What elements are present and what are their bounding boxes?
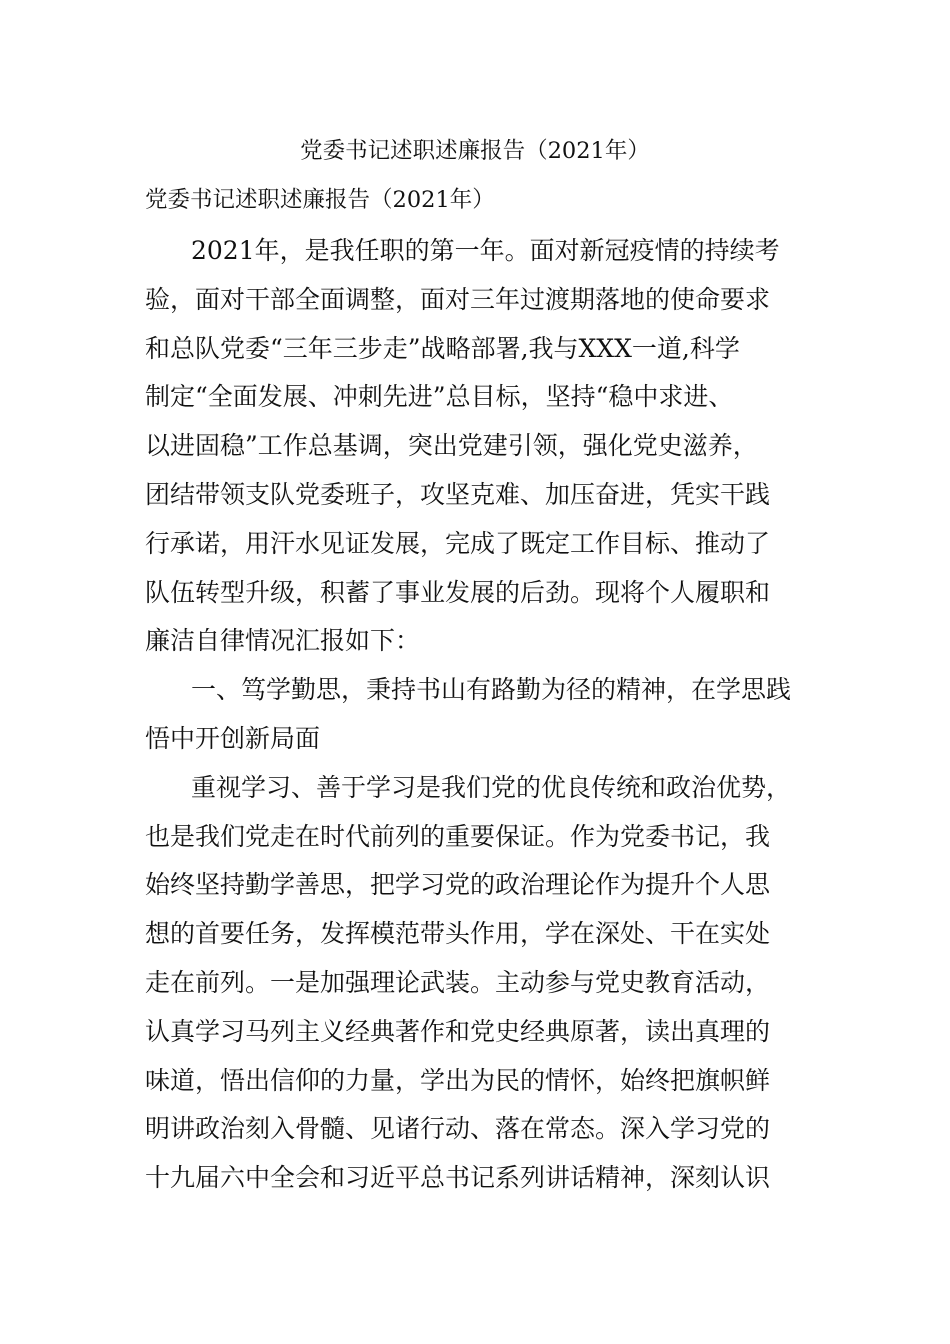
section-heading-line: 悟中开创新局面 [145,723,321,753]
text-line: 队伍转型升级，积蓄了事业发展的后劲。现将个人履职和 [145,577,771,607]
text-line: 验，面对干部全面调整，面对三年过渡期落地的使命要求 [145,284,771,314]
text-line: 和总队党委“三年三步走”战略部署,我与XXX一道,科学 [145,333,740,363]
text-line: 十九届六中全会和习近平总书记系列讲话精神，深刻认识 [145,1163,771,1193]
document-subtitle: 党委书记述职述廉报告（2021年） [145,187,495,213]
text-line: 2021年，是我任职的第一年。面对新冠疫情的持续考 [191,236,780,265]
text-line: 制定“全面发展、冲刺先进”总目标，坚持“稳中求进、 [145,382,734,412]
text-line: 重视学习、善于学习是我们党的优良传统和政治优势， [191,772,792,802]
text-line: 想的首要任务，发挥模范带头作用，学在深处、干在实处 [145,919,771,949]
text-line: 廉洁自律情况汇报如下： [145,626,421,656]
text-line: 味道，悟出信仰的力量，学出为民的情怀，始终把旗帜鲜 [145,1065,771,1095]
section-heading-line: 一、笃学勤思，秉持书山有路勤为径的精神，在学思践 [191,675,792,705]
text-line: 行承诺，用汗水见证发展，完成了既定工作目标、推动了 [145,528,771,558]
document-title: 党委书记述职述廉报告（2021年） [300,138,650,164]
text-line: 始终坚持勤学善思，把学习党的政治理论作为提升个人思 [145,870,771,900]
document-body [145,231,815,1207]
text-line: 以进固稳”工作总基调，突出党建引领，强化党史滋养， [145,431,758,461]
text-line: 认真学习马列主义经典著作和党史经典原著，读出真理的 [145,1016,771,1046]
text-line: 也是我们党走在时代前列的重要保证。作为党委书记，我 [145,821,771,851]
text-line: 走在前列。一是加强理论武装。主动参与党史教育活动， [145,967,771,997]
text-line: 团结带领支队党委班子，攻坚克难、加压奋进，凭实干践 [145,479,771,509]
text-line: 明讲政治刻入骨髓、见诸行动、落在常态。深入学习党的 [145,1114,771,1144]
